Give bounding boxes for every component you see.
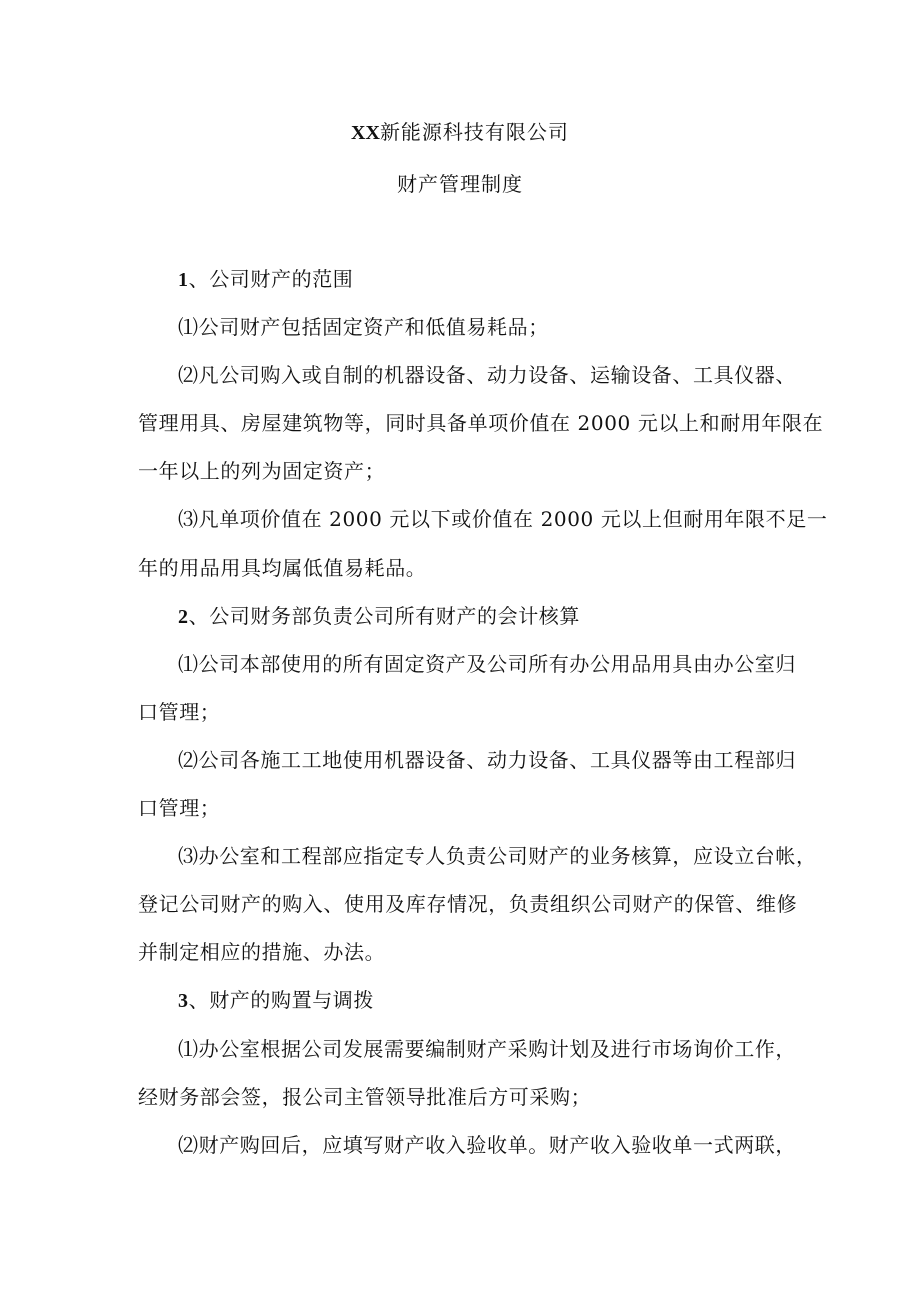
line-text: ⑴公司财产包括固定资产和低值易耗品；	[178, 315, 549, 340]
body-text-line	[138, 447, 786, 495]
line-text: 、财产的购置与调拨	[188, 988, 375, 1013]
body-text-line	[138, 351, 796, 399]
body-text-line	[138, 1121, 796, 1169]
company-title	[0, 116, 920, 148]
line-text: ⑶办公室和工程部应指定专人负责公司财产的业务核算，应设立台帐，	[178, 844, 817, 869]
line-text: 并制定相应的措施、办法。	[138, 940, 386, 965]
line-text: ⑴办公室根据公司发展需要编制财产采购计划及进行市场询价工作，	[178, 1036, 796, 1061]
body-text-line	[138, 784, 786, 832]
section-number: 1	[178, 269, 189, 291]
body-text-line	[138, 1025, 796, 1073]
section-number: 3	[178, 990, 189, 1013]
section-heading	[138, 592, 786, 640]
line-text: ⑴公司本部使用的所有固定资产及公司所有办公用品用具由办公室归	[178, 651, 796, 676]
line-text: ⑵公司各施工工地使用机器设备、动力设备、工具仪器等由工程部归	[178, 747, 796, 772]
body-text-line	[138, 688, 786, 736]
document-title: 财产管理制度	[397, 172, 523, 196]
line-text: 、公司财产的范围	[188, 267, 354, 291]
body-text-line	[138, 495, 828, 543]
line-text: 管理用具、房屋建筑物等，同时具备单项价值在 2000 元以上和耐用年限在	[138, 411, 824, 436]
section-heading	[138, 976, 786, 1024]
body-text-line	[138, 399, 824, 447]
body-text-line	[138, 1073, 786, 1121]
line-text: 一年以上的列为固定资产；	[138, 459, 386, 484]
body-text-line	[138, 544, 786, 592]
line-text: 年的用品用具均属低值易耗品。	[138, 555, 427, 580]
line-text: 经财务部会签，报公司主管领导批准后方可采购；	[138, 1084, 592, 1109]
document-body	[138, 255, 828, 1169]
company-title-rest: 新能源科技有限公司	[379, 120, 569, 144]
body-text-line	[138, 640, 796, 688]
section-heading	[138, 255, 786, 303]
title-block	[0, 116, 920, 200]
line-text: 口管理；	[138, 699, 221, 724]
line-text: 口管理；	[138, 796, 221, 821]
body-text-line	[138, 880, 798, 928]
line-text: ⑵凡公司购入或自制的机器设备、动力设备、运输设备、工具仪器、	[178, 363, 796, 388]
line-text: 登记公司财产的购入、使用及库存情况，负责组织公司财产的保管、维修	[138, 892, 798, 917]
company-title-latin: XX	[351, 122, 380, 144]
body-text-line	[138, 928, 786, 976]
body-text-line	[138, 303, 786, 351]
body-text-line	[138, 832, 817, 880]
line-text: ⑵财产购回后，应填写财产收入验收单。财产收入验收单一式两联，	[178, 1132, 796, 1157]
line-text: ⑶凡单项价值在 2000 元以下或价值在 2000 元以上但耐用年限不足一	[178, 507, 828, 532]
section-number: 2	[178, 605, 189, 628]
line-text: 、公司财务部负责公司所有财产的会计核算	[188, 603, 581, 628]
body-text-line	[138, 736, 796, 784]
